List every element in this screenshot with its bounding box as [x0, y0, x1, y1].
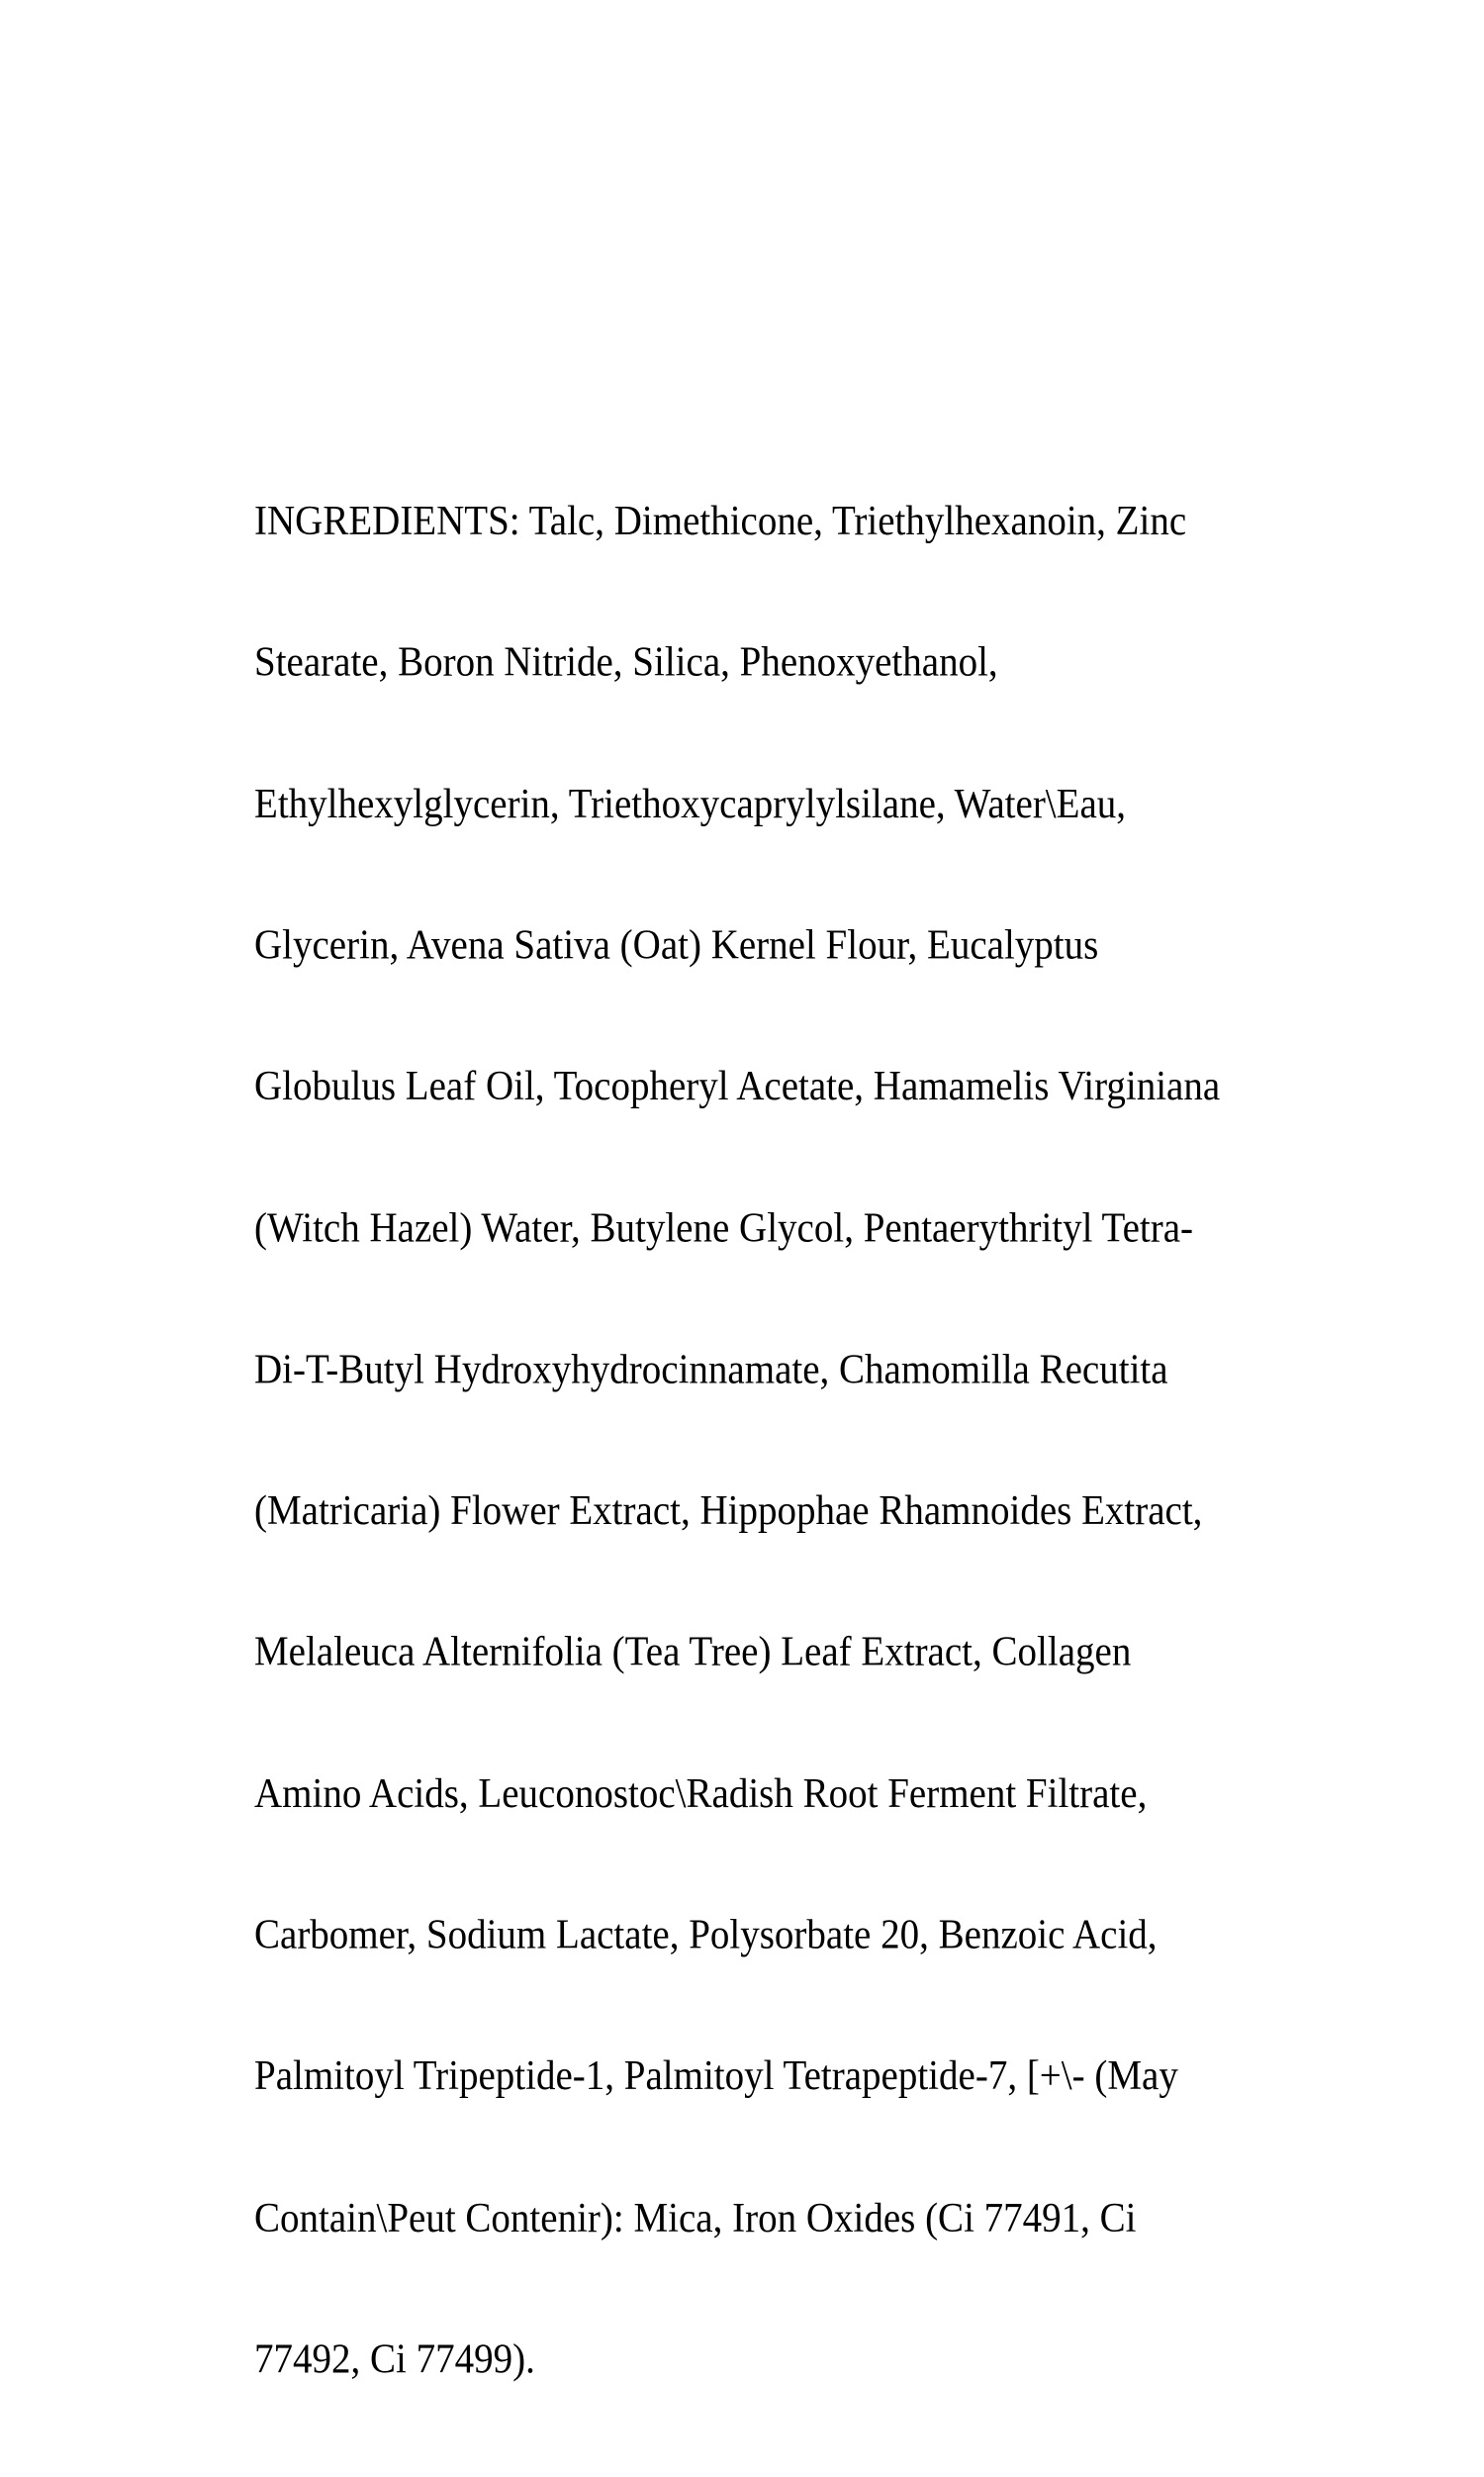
ingredients-line: Glycerin, Avena Sativa (Oat) Kernel Flour, Eucalyptus — [254, 921, 1099, 969]
ingredients-line: Stearate, Boron Nitride, Silica, Phenoxyethanol, — [254, 639, 998, 686]
ingredients-line: (Matricaria) Flower Extract, Hippophae Rhamnoides Extract, — [254, 1487, 1203, 1534]
ingredients-line: Di-T-Butyl Hydroxyhydrocinnamate, Chamomilla Recutita — [254, 1346, 1168, 1392]
ingredients-line: Amino Acids, Leuconostoc\Radish Root Ferment Filtrate, — [254, 1770, 1148, 1817]
ingredients-line: 77492, Ci 77499). — [254, 2335, 535, 2382]
ingredients-line: Contain\Peut Contenir): Mica, Iron Oxides (Ci 77491, Ci — [254, 2194, 1137, 2241]
ingredients-line: Melaleuca Alternifolia (Tea Tree) Leaf Extract, Collagen — [254, 1629, 1132, 1675]
ingredients-line: Palmitoyl Tripeptide-1, Palmitoyl Tetrapeptide-7, [+\- (May — [254, 2052, 1178, 2100]
ingredients-line: (Witch Hazel) Water, Butylene Glycol, Pentaerythrityl Tetra- — [254, 1204, 1194, 1252]
ingredients-text-block — [254, 404, 1220, 2477]
ingredients-line: Carbomer, Sodium Lactate, Polysorbate 20, Benzoic Acid, — [254, 1911, 1158, 1958]
ingredients-line: INGREDIENTS: Talc, Dimethicone, Triethylhexanoin, Zinc — [254, 498, 1187, 544]
ingredients-line: Globulus Leaf Oil, Tocopheryl Acetate, Hamamelis Virginiana — [254, 1063, 1221, 1110]
ingredients-line: Ethylhexylglycerin, Triethoxycaprylylsilane, Water\Eau, — [254, 780, 1127, 827]
